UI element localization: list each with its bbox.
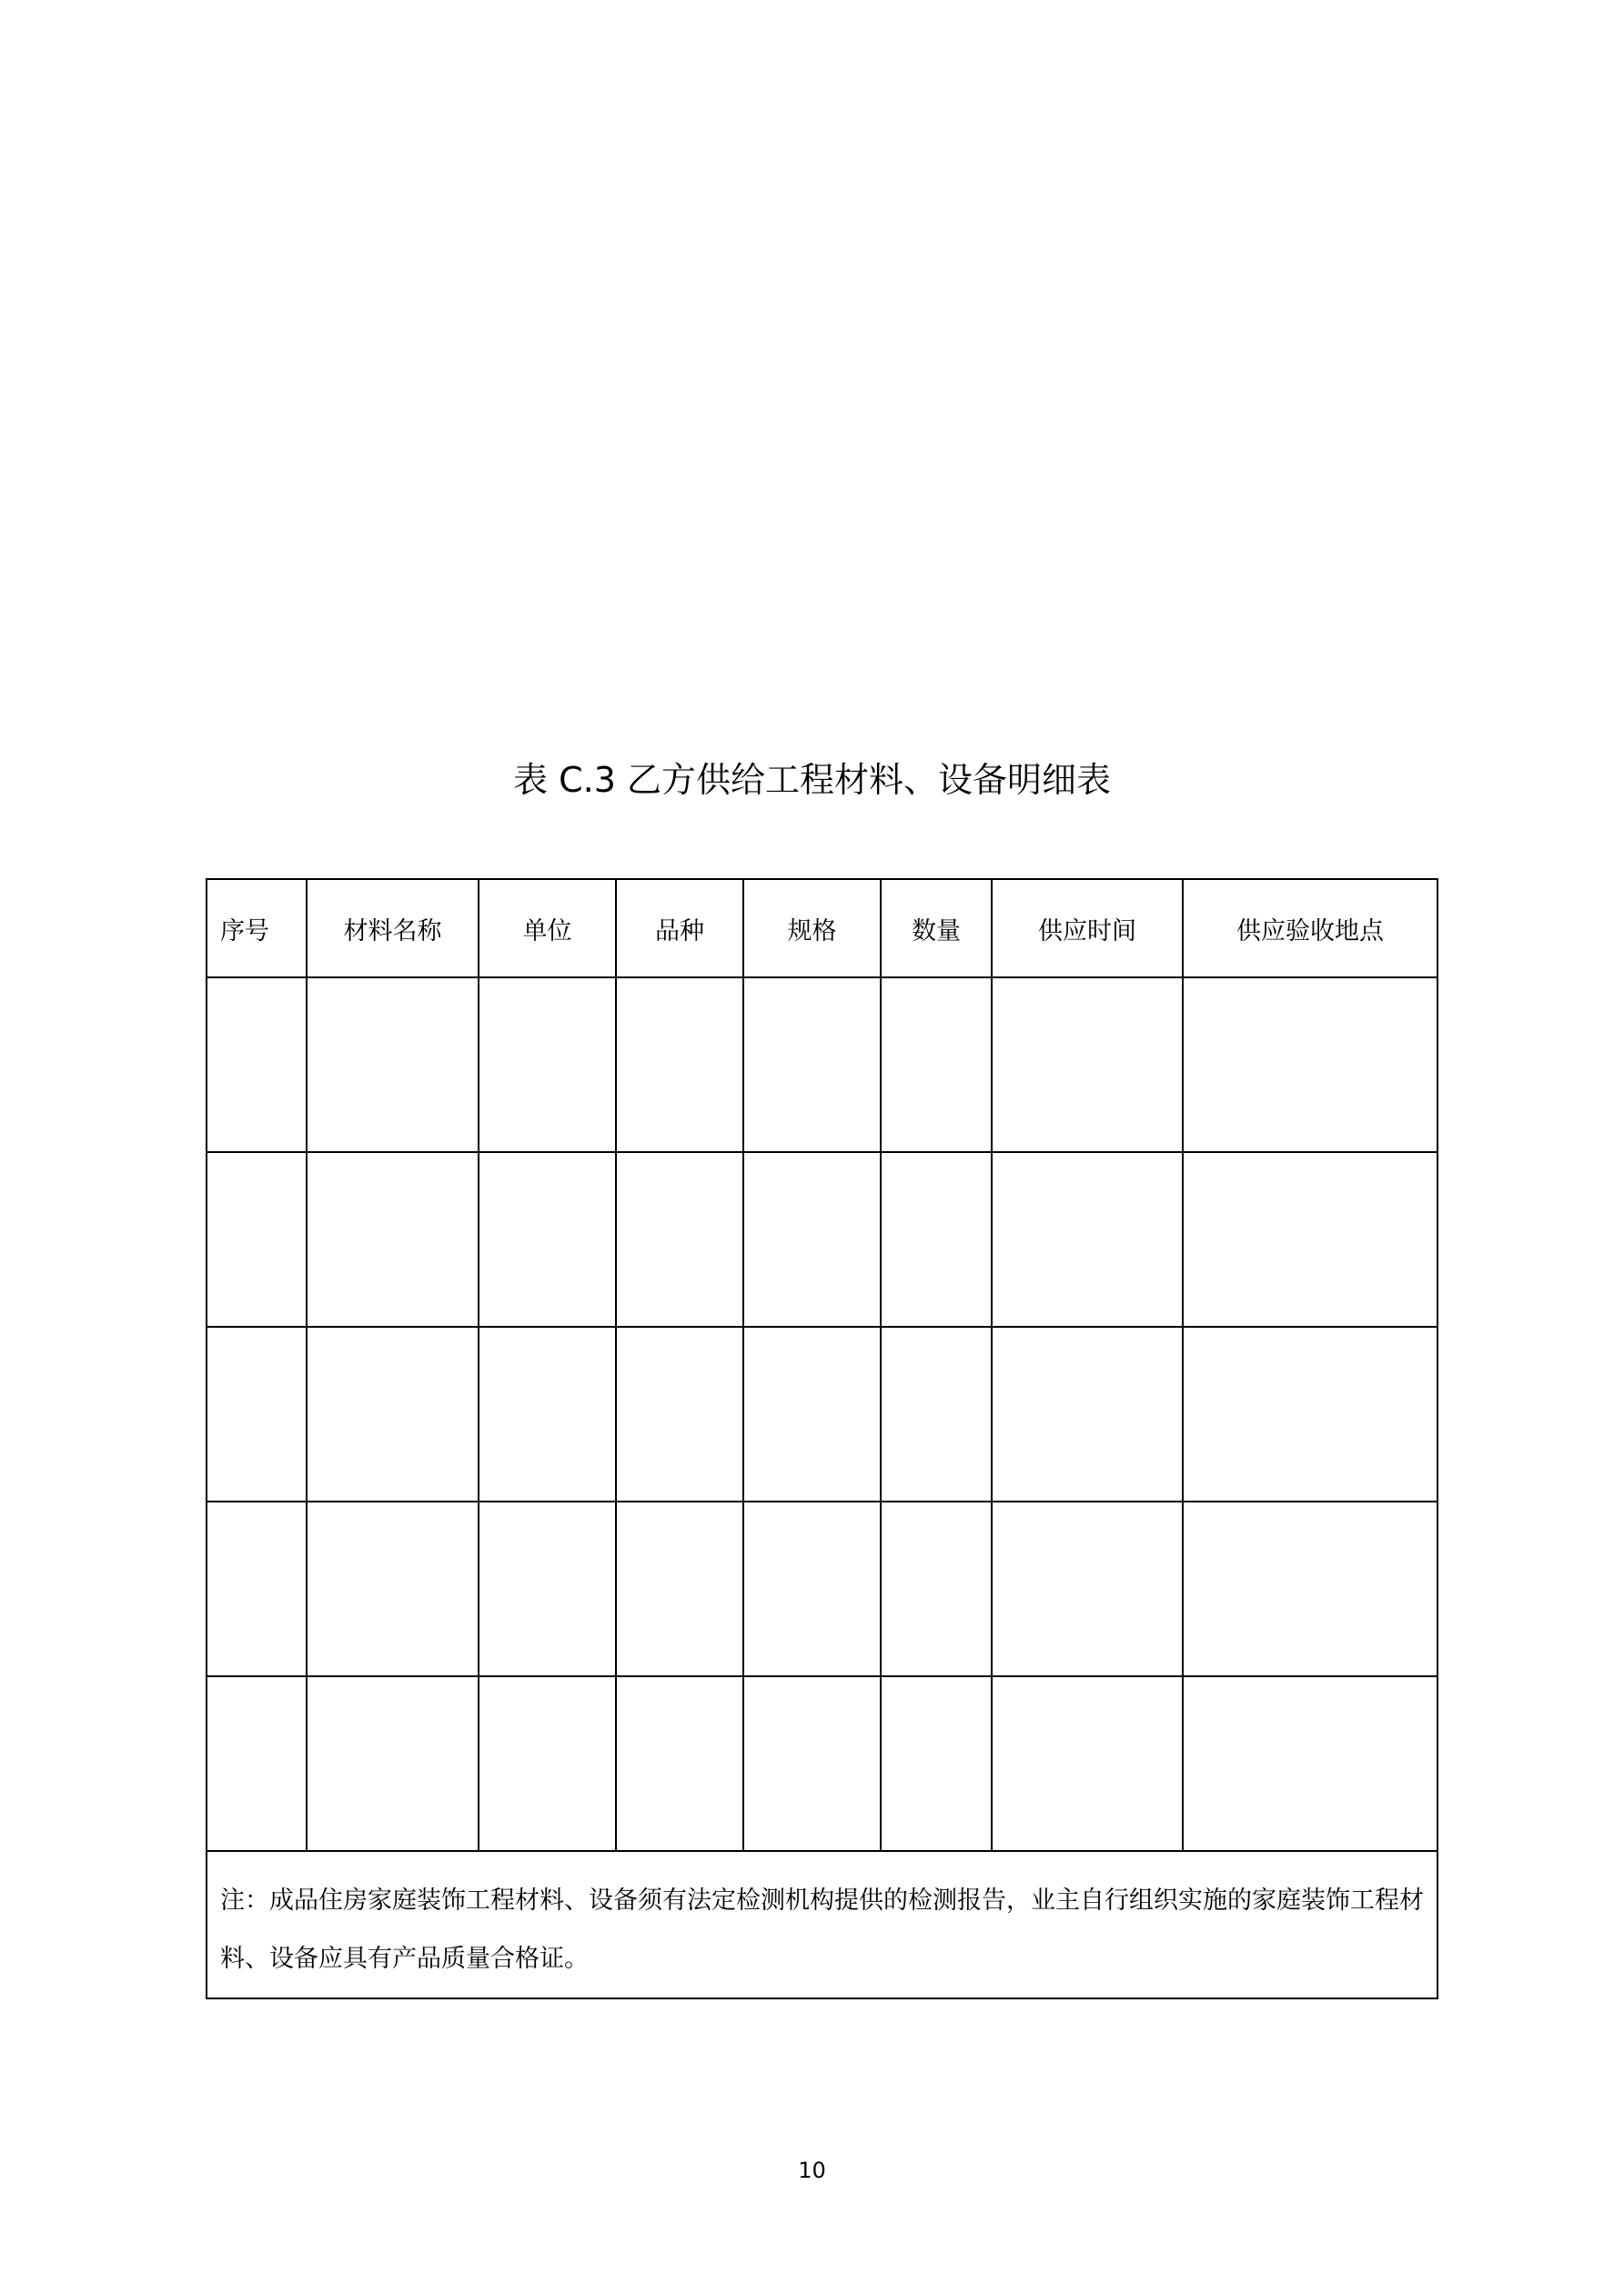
table-cell[interactable] [307,1502,479,1676]
table-cell[interactable] [616,1502,743,1676]
table-row [207,977,1437,1152]
table-cell[interactable] [881,1676,992,1851]
table-cell[interactable] [992,1676,1183,1851]
table-note: 注：成品住房家庭装饰工程材料、设备须有法定检测机构提供的检测报告，业主自行组织实施的家庭装饰工程材料、设备应具有产品质量合格证。 [207,1851,1437,1998]
page-title: 表 C.3 乙方供给工程材料、设备明细表 [513,760,1111,800]
table-cell[interactable] [616,977,743,1152]
table-cell[interactable] [743,1502,881,1676]
materials-equipment-table [206,878,1438,1999]
table-cell[interactable] [992,977,1183,1152]
table-cell[interactable] [743,1152,881,1327]
table-row [207,1152,1437,1327]
table-cell[interactable] [307,1327,479,1502]
table-cell[interactable] [881,1327,992,1502]
table-cell[interactable] [207,1152,307,1327]
table-note-row [207,1851,1437,1998]
table-cell[interactable] [479,1327,616,1502]
header-material-name: 材料名称 [307,879,479,977]
table-cell[interactable] [881,1152,992,1327]
table-cell[interactable] [616,1152,743,1327]
table-cell[interactable] [307,977,479,1152]
table-cell[interactable] [1183,977,1437,1152]
table-row [207,1502,1437,1676]
table-cell[interactable] [616,1676,743,1851]
table-cell[interactable] [307,1676,479,1851]
header-serial-number: 序号 [207,879,307,977]
table-cell[interactable] [1183,1152,1437,1327]
table-cell[interactable] [207,977,307,1152]
header-specification: 规格 [743,879,881,977]
page-number: 10 [798,2158,826,2183]
table-cell[interactable] [1183,1676,1437,1851]
table-cell[interactable] [881,977,992,1152]
table-row [207,1676,1437,1851]
table-cell[interactable] [992,1502,1183,1676]
table-cell[interactable] [1183,1327,1437,1502]
table-cell[interactable] [1183,1502,1437,1676]
table-cell[interactable] [743,1676,881,1851]
table-cell[interactable] [743,1327,881,1502]
header-acceptance-location: 供应验收地点 [1183,879,1437,977]
table-cell[interactable] [743,977,881,1152]
header-variety: 品种 [616,879,743,977]
table-cell[interactable] [479,1502,616,1676]
table-row [207,1327,1437,1502]
table-cell[interactable] [207,1327,307,1502]
header-supply-time: 供应时间 [992,879,1183,977]
table-cell[interactable] [881,1502,992,1676]
table-cell[interactable] [207,1502,307,1676]
table-cell[interactable] [479,977,616,1152]
table-cell[interactable] [992,1152,1183,1327]
table-cell[interactable] [479,1676,616,1851]
table-cell[interactable] [307,1152,479,1327]
table-cell[interactable] [616,1327,743,1502]
table-header-row [207,879,1437,977]
table-cell[interactable] [479,1152,616,1327]
table-cell[interactable] [992,1327,1183,1502]
header-quantity: 数量 [881,879,992,977]
table-cell[interactable] [207,1676,307,1851]
header-unit: 单位 [479,879,616,977]
